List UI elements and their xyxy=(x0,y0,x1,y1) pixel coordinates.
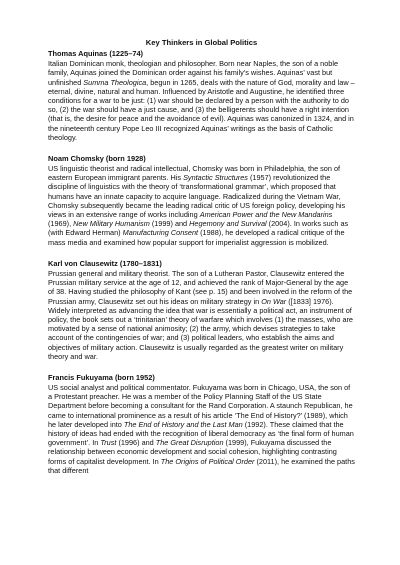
work-title: Hegemony and Survival xyxy=(189,219,267,229)
entry-text: US social analyst and political commentator. Fukuyama was born in Chicago, USA, the son of a Protestant preacher. He was a member of the Policy Planning Staff of the US State Department before becoming a consultant for the Rand Corporation. A staunch Republican, he came to international prominence as a result of his article ‘The End of History?’ (1989), which he later developed into xyxy=(48,383,353,429)
work-title: On War xyxy=(261,296,287,306)
entry-text: (1957) revolutionized the discipline of linguistics with the theory of ‘transformational grammar’, which proposed that humans have an innate capacity to acquire language. Radicalized during the Vietnam War, Chomsky subsequently became the leading radical critic of US foreign policy, developing his views in an extensive range of works including xyxy=(48,173,346,220)
entry-body xyxy=(48,164,355,247)
entry-text: , begun in 1265, deals with the nature of God, morality and law – eternal, divine, natural and human. Influenced by Aristotle and Augustine, he identified three conditions for a war to be just: (1) war should be declared by a person with the authority to do so, (2) the war should have a just cause, and (3) the belligerents should have a right intention (that is, the desire for peace and the avoidance of evil). Aquinas was canonized in 1324, and in the nineteenth century Pope Leo III recognized Aquinas’ writings as the basis of Catholic theology. xyxy=(48,77,355,142)
entry-text: (1999) and xyxy=(149,219,190,229)
entry-fukuyama xyxy=(48,373,355,475)
entry-text: (2004). In works such as (with Edward Herman) xyxy=(48,219,349,238)
entry-heading: Francis Fukuyama (born 1952) xyxy=(48,372,155,382)
entry-text: (1988), he developed a radical critique of the mass media and examined how popular support for imperialist aggression is mobilized. xyxy=(48,228,345,247)
entry-text: Italian Dominican monk, theologian and philosopher. Born near Naples, the son of a noble family, Aquinas joined the Dominican order against his family’s wishes. Aquinas’ vast but unfinished xyxy=(48,59,339,87)
entry-body xyxy=(48,269,355,361)
work-title: Trust xyxy=(100,438,117,448)
entry-text: US linguistic theorist and radical intellectual, Chomsky was born in Philadelphia, the son of eastern European immigrant parents. His xyxy=(48,164,341,183)
entry-text: (1992). These claimed that the history of ideas had ended with the recognition of liberal democracy as ‘the final form of human government’. In xyxy=(48,419,354,448)
entry-body xyxy=(48,383,355,475)
entry-clausewitz xyxy=(48,259,355,361)
work-title: The End of History and the Last Man xyxy=(123,419,243,429)
entry-text: (2011), he examined the paths that different xyxy=(48,456,355,475)
entry-heading: Thomas Aquinas (1225–74) xyxy=(48,49,144,58)
entry-text: Prussian general and military theorist. The son of a Lutheran Pastor, Clausewitz entered the Prussian military service at the age of 12, and achieved the rank of Major-General by the age of 38. Having studied the philosophy of Kant (see p. 15) and been involved in the reform of the Prussian army, Clausewitz set out his ideas on military strategy in xyxy=(48,268,353,306)
work-title: The Origins of Political Order xyxy=(160,456,255,466)
work-title: Manufacturing Consent xyxy=(122,228,199,238)
entry-body xyxy=(48,59,355,142)
entry-heading: Noam Chomsky (born 1928) xyxy=(48,153,146,163)
work-title: The Great Disruption xyxy=(155,438,224,448)
entry-heading: Karl von Clausewitz (1780–1831) xyxy=(48,258,162,268)
work-title: Syntactic Structures xyxy=(183,173,248,183)
entry-text: (1969), xyxy=(48,219,74,229)
document-title: Key Thinkers in Global Politics xyxy=(145,38,258,47)
entry-text: (1999), Fukuyama discussed the relationship between economic development and social cohesion, highlighting contrasting forms of capitalist development. In xyxy=(48,438,337,466)
entry-text: (1996) and xyxy=(116,438,156,448)
work-title: American Power and the New Mandarins xyxy=(199,210,333,220)
entry-chomsky xyxy=(48,154,355,247)
work-title: Summa Theologica xyxy=(83,77,147,87)
work-title: New Military Humanism xyxy=(73,219,150,229)
entry-text: ([1833] 1976). Widely interpreted as advancing the idea that war is essentially a political act, an instrument of policy, the book sets out a ‘trinitarian’ theory of warfare which involves (1) the masses, who are motivated by a sense of national animosity; (2) the army, which devises strategies to take account of the contingencies of war; and (3) political leaders, who establish the aims and objectives of military action. Clausewitz is usually regarded as the greatest writer on military theory and war. xyxy=(48,296,353,361)
entry-aquinas xyxy=(48,49,355,142)
